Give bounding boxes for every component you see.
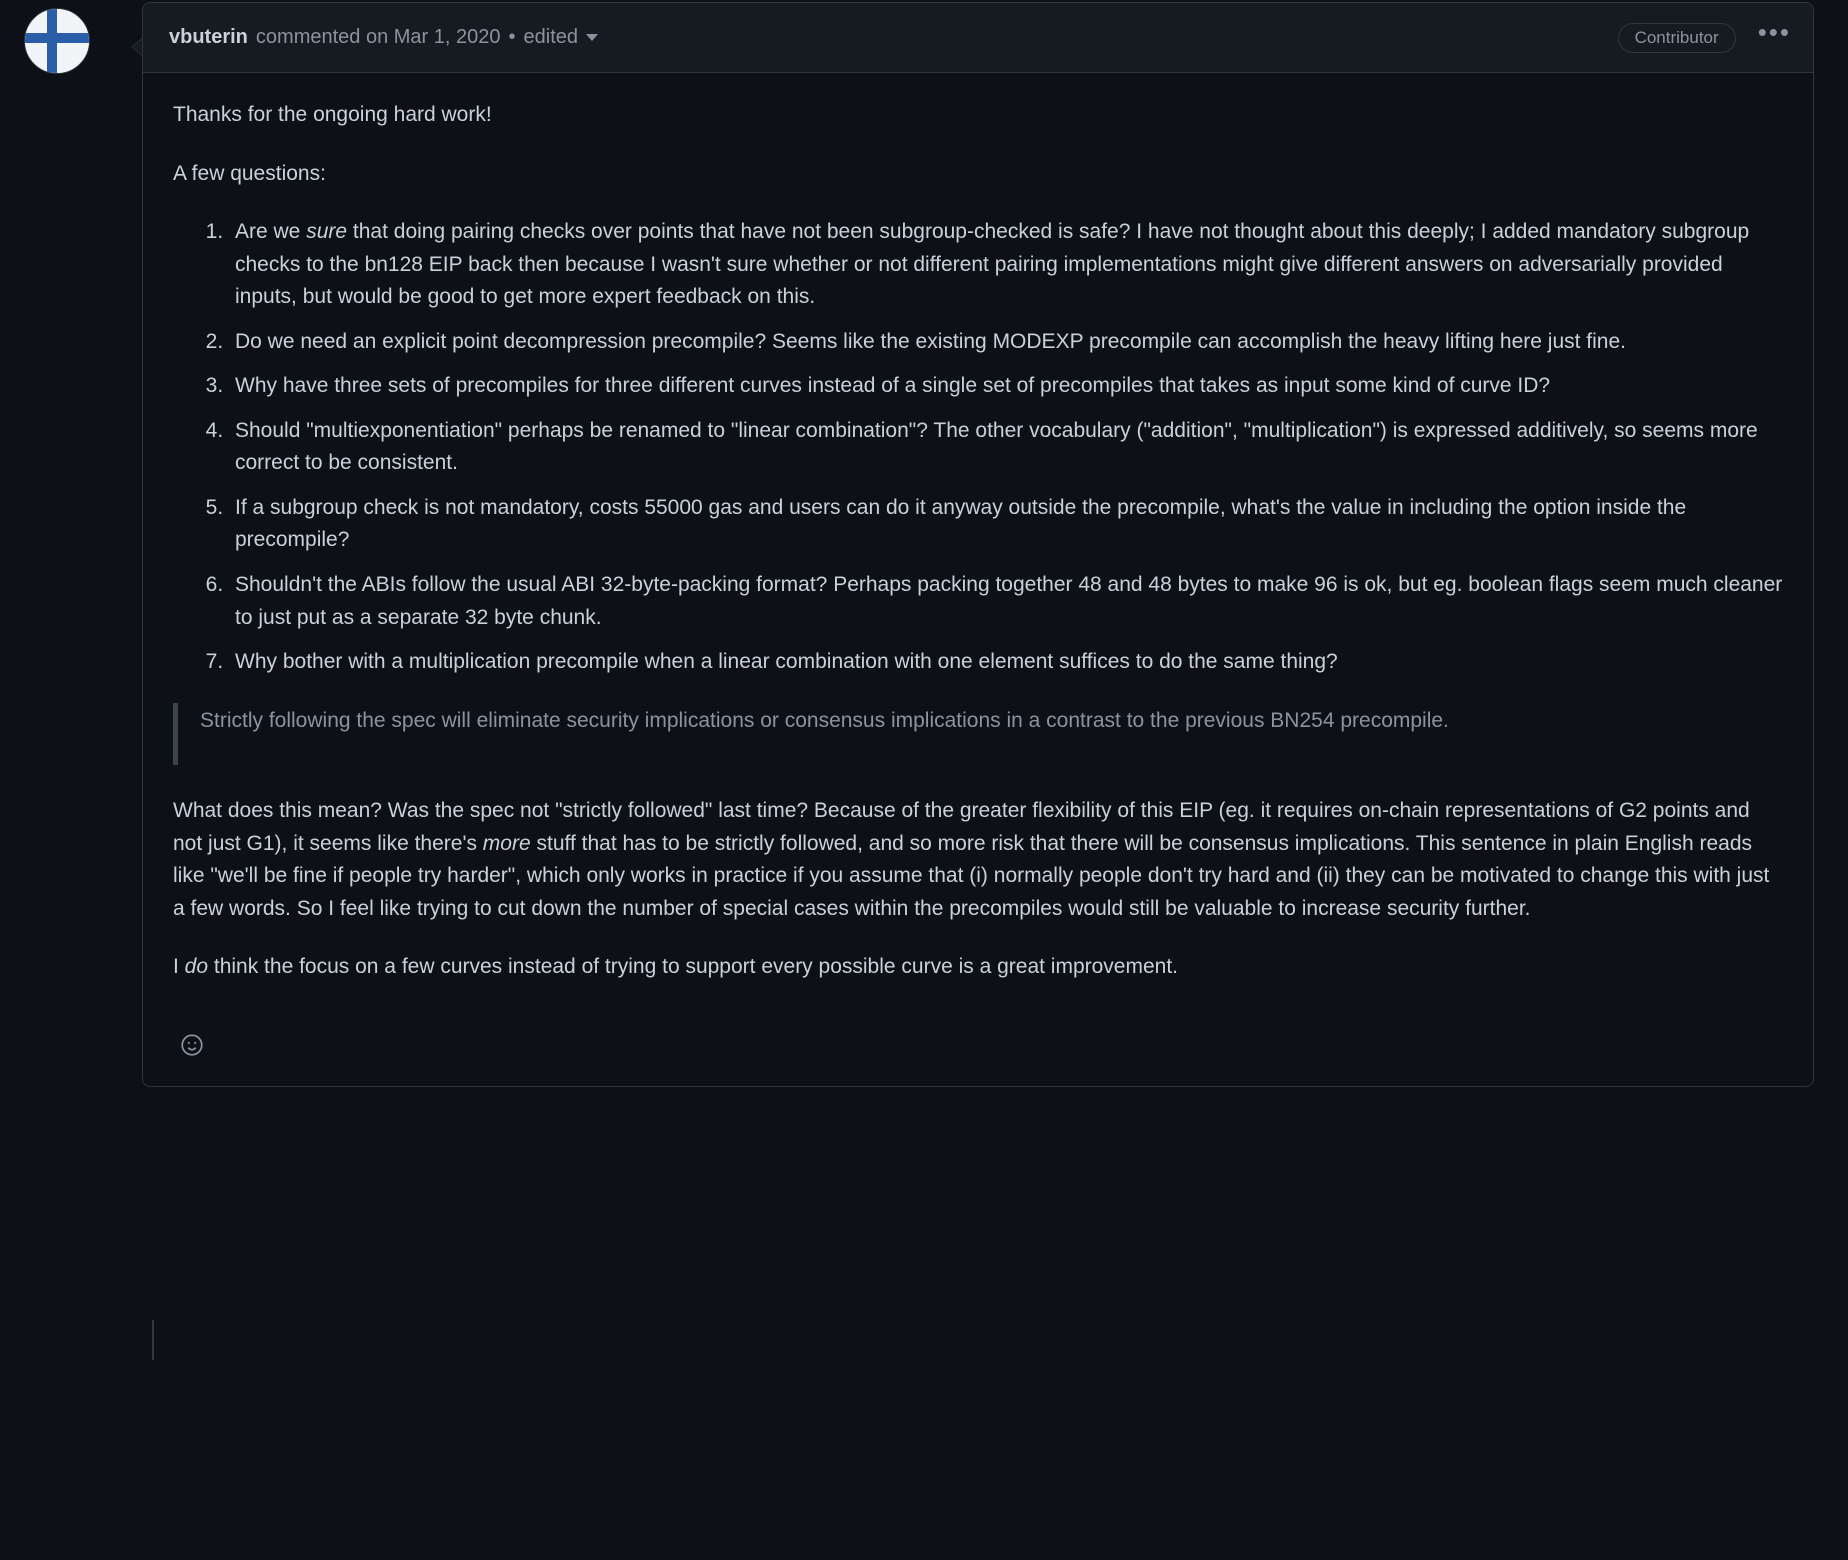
thread-connector [152,1320,154,1360]
list-item: 4. Should "multiexponentiation" perhaps be renamed to "linear combination"? The other vocabulary ("addition", "multiplication") is expressed additively, so seems more correct to be consistent. [229,415,1783,480]
blockquote [173,703,1783,766]
kebab-menu-icon[interactable]: ••• [1757,16,1791,47]
comment-header [143,3,1813,73]
list-item: 7. Why bother with a multiplication precompile when a linear combination with one element suffices to do the same thing? [229,646,1783,679]
list-item: 6. Shouldn't the ABIs follow the usual ABI 32-byte-packing format? Perhaps packing together 48 and 48 bytes to make 96 is ok, but eg. boolean flags seem much cleaner to just put as a separate 32 byte chunk. [229,569,1783,634]
edited-dropdown[interactable] [524,26,599,49]
chevron-down-icon [586,34,598,41]
comment-box [142,2,1814,1087]
status-badge: Contributor [1618,23,1736,53]
edited-label: edited [523,26,579,48]
comment-body [143,73,1813,1024]
list-item: 2. Do we need an explicit point decompression precompile? Seems like the existing MODEXP precompile can accomplish the heavy lifting here just fine. [229,326,1783,359]
list-item: 1. Are we sure that doing pairing checks over points that have not been subgroup-checked is safe? I have not thought about this deeply; I added mandatory subgroup checks to the bn128 EIP back then because I wasn't sure whether or not different pairing implementations might give different answers on adversarially provided inputs, but would be good to get more expert feedback on this. [229,216,1783,314]
meta-separator: • [508,26,516,48]
list-item: 3. Why have three sets of precompiles for three different curves instead of a single set of precompiles that takes as input some kind of curve ID? [229,370,1783,403]
add-reaction-icon[interactable] [173,1026,211,1064]
comment-pointer [131,38,142,56]
paragraph-intro: Thanks for the ongoing hard work! [173,103,492,126]
blockquote-text: Strictly following the spec will eliminate security implications or consensus implications in a contrast to the previous BN254 precompile. [200,708,1449,732]
paragraph-closing: I do think the focus on a few curves instead of trying to support every possible curve is a great improvement. [173,955,1179,979]
questions-list [173,216,1783,679]
paragraph-response: What does this mean? Was the spec not "strictly followed" last time? Because of the greater flexibility of this EIP (eg. it requires on-chain representations of G2 points and not just G1), it seems like there's more stuff that has to be strictly followed, and so more risk that there will be consensus implications. This sentence in plain English reads like "we'll be fine if people try harder", which only works in practice if you assume that (i) normally people don't try hard and (ii) they can be motivated to change this with just a few words. So I feel like trying to cut down the number of special cases within the precompiles would still be valuable to increase security further. [173,799,1770,920]
comment-author[interactable]: vbuterin [169,26,248,48]
paragraph-lead: A few questions: [173,161,326,185]
reaction-row [143,1024,1813,1086]
list-item: 5. If a subgroup check is not mandatory, costs 55000 gas and users can do it anyway outside the precompile, what's the value in including the option inside the precompile? [229,492,1783,557]
avatar[interactable] [24,8,90,74]
comment-timestamp: commented on Mar 1, 2020 [255,26,501,48]
